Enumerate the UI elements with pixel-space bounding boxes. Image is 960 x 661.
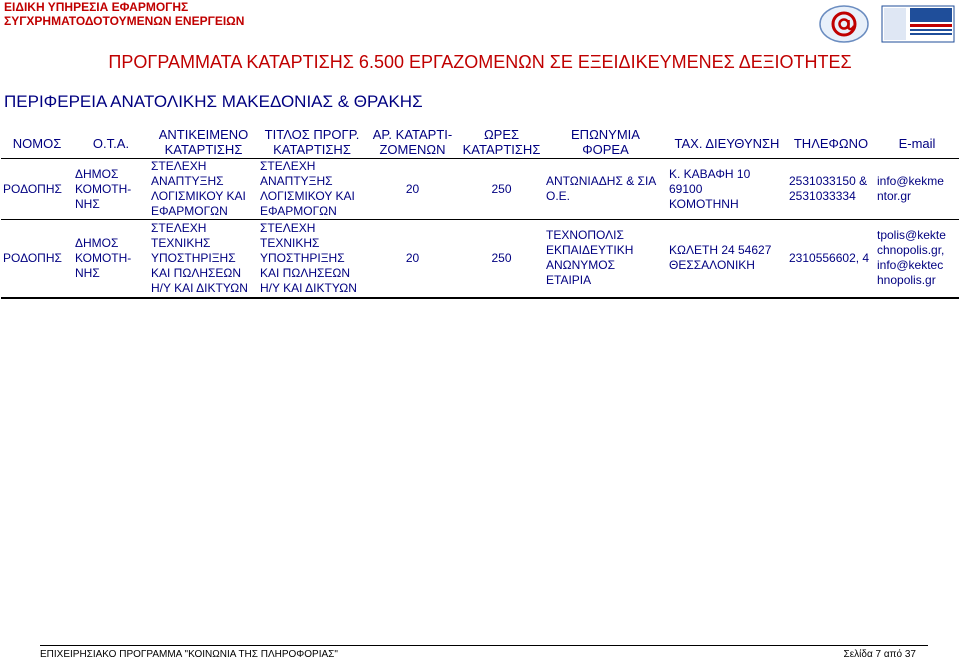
cell-katartizomenoi: 20	[405, 250, 420, 265]
cell-ota: ΔΗΜΟΣ ΚΟΜΟΤΗ- ΝΗΣ	[75, 166, 132, 211]
col-header-titlos: ΤΙΤΛΟΣ ΠΡΟΓΡ. ΚΑΤΑΡΤΙΣΗΣ	[264, 127, 360, 157]
table-row	[1, 220, 959, 298]
cell-antikeimeno: ΣΤΕΛΕΧΗ ΤΕΧΝΙΚΗΣ ΥΠΟΣΤΗΡΙΞΗΣ ΚΑΙ ΠΩΛΗΣΕΩΝ Η/Υ ΚΑΙ ΔΙΚΤΥΩΝ	[151, 220, 248, 295]
col-header-nomos: ΝΟΜΟΣ	[12, 136, 62, 151]
cell-tilefono: 2310556602, 4	[789, 250, 870, 265]
table-header-row	[1, 126, 959, 159]
agency-name-line2: ΣΥΓΧΡΗΜΑΤΟΔΟΤΟΥΜΕΝΩΝ ΕΝΕΡΓΕΙΩΝ	[4, 14, 245, 28]
cell-email: tpolis@kekte chnopolis.gr, info@kektec hnopolis.gr	[877, 228, 946, 288]
cell-antikeimeno: ΣΤΕΛΕΧΗ ΑΝΑΠΤΥΞΗΣ ΛΟΓΙΣΜΙΚΟΥ ΚΑΙ ΕΦΑΡΜΟΓΩΝ	[151, 159, 246, 218]
col-header-email: E-mail	[898, 136, 936, 151]
footer-program-name: ΕΠΙΧΕΙΡΗΣΙΑΚΟ ΠΡΟΓΡΑΜΜΑ "ΚΟΙΝΩΝΙΑ ΤΗΣ ΠΛΗΡΟΦΟΡΙΑΣ"	[40, 649, 338, 660]
cell-titlos: ΣΤΕΛΕΧΗ ΤΕΧΝΙΚΗΣ ΥΠΟΣΤΗΡΙΞΗΣ ΚΑΙ ΠΩΛΗΣΕΩΝ Η/Υ ΚΑΙ ΔΙΚΤΥΩΝ	[260, 220, 357, 295]
region-subtitle: ΠΕΡΙΦΕΡΕΙΑ ΑΝΑΤΟΛΙΚΗΣ ΜΑΚΕΔΟΝΙΑΣ & ΘΡΑΚΗΣ	[4, 92, 423, 111]
col-header-ota: Ο.Τ.Α.	[92, 136, 130, 151]
page-number: Σελίδα 7 από 37	[843, 649, 916, 660]
cell-dieythynsi: Κ. ΚΑΒΑΦΗ 10 69100 ΚΟΜΟΤΗΝΗ	[669, 166, 751, 211]
cell-foreas: ΑΝΤΩΝΙΑΔΗΣ & ΣΙΑ Ο.Ε.	[546, 174, 657, 203]
logos	[818, 4, 956, 44]
col-header-dieythynsi: ΤΑΧ. ΔΙΕΥΘΥΝΣΗ	[674, 136, 780, 151]
col-header-antikeimeno: ΑΝΤΙΚΕΙΜΕΝΟ ΚΑΤΑΡΤΙΣΗΣ	[158, 127, 249, 157]
cell-ores: 250	[491, 181, 512, 196]
cell-nomos: ΡΟΔΟΠΗΣ	[3, 181, 62, 196]
col-header-tilefono: ΤΗΛΕΦΩΝΟ	[793, 136, 869, 151]
cell-email: info@kekme ntor.gr	[877, 174, 944, 203]
col-header-ores: ΩΡΕΣ ΚΑΤΑΡΤΙΣΗΣ	[462, 127, 541, 157]
programs-table	[1, 126, 959, 299]
col-header-foreas: ΕΠΩΝΥΜΙΑ ΦΟΡΕΑ	[571, 127, 640, 157]
cell-ota: ΔΗΜΟΣ ΚΟΜΟΤΗ- ΝΗΣ	[75, 235, 132, 280]
agency-name-line1: ΕΙΔΙΚΗ ΥΠΗΡΕΣΙΑ ΕΦΑΡΜΟΓΗΣ	[4, 0, 189, 14]
page-title: ΠΡΟΓΡΑΜΜΑΤΑ ΚΑΤΑΡΤΙΣΗΣ 6.500 ΕΡΓΑΖΟΜΕΝΩΝ ΣΕ ΕΞΕΙΔΙΚΕΥΜΕΝΕΣ ΔΕΞΙΟΤΗΤΕΣ	[108, 52, 852, 72]
cell-titlos: ΣΤΕΛΕΧΗ ΑΝΑΠΤΥΞΗΣ ΛΟΓΙΣΜΙΚΟΥ ΚΑΙ ΕΦΑΡΜΟΓΩΝ	[260, 159, 355, 218]
cell-dieythynsi: ΚΩΛΕΤΗ 24 54627 ΘΕΣΣΑΛΟΝΙΚΗ	[669, 243, 772, 273]
cell-katartizomenoi: 20	[405, 181, 420, 196]
table-row	[1, 159, 959, 220]
col-header-katartizomenoi: ΑΡ. ΚΑΤΑΡΤΙ- ΖΟΜΕΝΩΝ	[372, 127, 453, 157]
cell-nomos: ΡΟΔΟΠΗΣ	[3, 250, 62, 265]
cell-tilefono: 2531033150 & 2531033334	[789, 174, 868, 203]
at-sign-logo-icon	[818, 4, 956, 44]
cell-foreas: ΤΕΧΝΟΠΟΛΙΣ ΕΚΠΑΙΔΕΥΤΙΚΗ ΑΝΩΝΥΜΟΣ ΕΤΑΙΡΙΑ	[546, 228, 634, 288]
footer-divider	[40, 645, 928, 646]
cell-ores: 250	[491, 250, 512, 265]
